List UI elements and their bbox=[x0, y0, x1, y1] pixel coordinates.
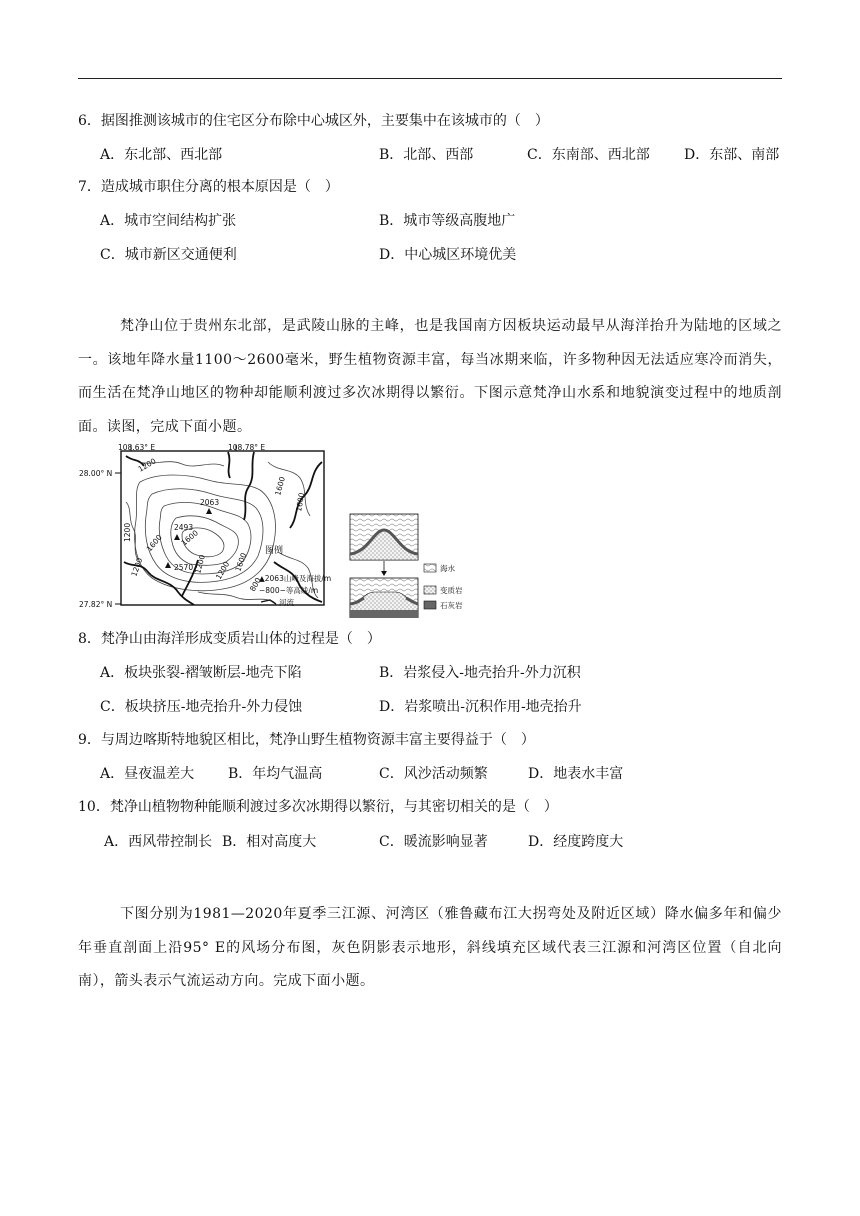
geologic-section-after bbox=[350, 578, 418, 618]
contour-label: 1600 bbox=[233, 551, 249, 573]
legend-river: 河流 bbox=[279, 598, 294, 607]
legend-contour: −800−等高线/m bbox=[259, 586, 319, 595]
q10-option-d: D．经度跨度大 bbox=[528, 834, 624, 850]
contour-label: 1200 bbox=[213, 559, 232, 581]
legend-swatch-metamorphic bbox=[424, 586, 436, 594]
contour-label: 1200 bbox=[123, 522, 132, 542]
contour-label: 1600 bbox=[273, 475, 287, 497]
process-arrow-head bbox=[381, 571, 387, 576]
contour-label: 1200 bbox=[136, 456, 158, 474]
question-7-stem: 7．造成城市职住分离的根本原因是（ ） bbox=[78, 179, 339, 195]
legend-limestone: 石灰岩 bbox=[440, 601, 463, 610]
contour-label: 1600 bbox=[294, 491, 307, 513]
contour-label: 800 bbox=[247, 576, 263, 593]
lon-left-label: 108.63° E bbox=[118, 443, 156, 452]
fanjingshan-figure bbox=[78, 442, 518, 618]
peak-label: 2570 bbox=[174, 563, 194, 572]
q9-option-d: D．地表水丰富 bbox=[528, 766, 624, 782]
q10-option-b: B．相对高度大 bbox=[222, 834, 317, 850]
question-6-stem: 6．据图推测该城市的住宅区分布除中心城区外，主要集中在该城市的（ ） bbox=[78, 113, 549, 129]
legend-swatch-sea bbox=[424, 564, 436, 572]
q8-option-c: C．板块挤压-地壳抬升-外力侵蚀 bbox=[100, 699, 303, 715]
q10-option-a: A．西风带控制长 bbox=[104, 834, 213, 850]
question-9-stem: 9．与周边喀斯特地貌区相比，梵净山野生植物资源丰富主要得益于（ ） bbox=[78, 732, 535, 748]
header-rule bbox=[78, 78, 782, 79]
q9-option-b: B．年均气温高 bbox=[228, 766, 323, 782]
geologic-section-before bbox=[350, 514, 418, 560]
peak-label: 2493 bbox=[174, 523, 194, 532]
contour-label: 1600 bbox=[144, 532, 164, 554]
passage-fanjingshan-text: 梵净山位于贵州东北部，是武陵山脉的主峰，也是我国南方因板块运动最早从海洋抬升为陆地的区域之一。该地年降水量1100～2600毫米，野生植物资源丰富，每当冰期来临，许多物种因无法适应寒冷而消失，而生活在梵净山地区的物种却能顺利渡过多次冰期得以繁衍。下图示意梵净山水系和地貌演变过程中的地质剖面。读图，完成下面小题。 bbox=[78, 318, 782, 435]
q6-option-b: B．北部、西部 bbox=[379, 147, 474, 163]
lat-top-label: 28.00° N bbox=[79, 469, 113, 478]
contour-label: 1200 bbox=[129, 556, 145, 578]
q6-option-a: A．东北部、西北部 bbox=[100, 147, 223, 163]
q7-option-a: A．城市空间结构扩张 bbox=[100, 213, 237, 229]
q7-option-d: D．中心城区环境优美 bbox=[379, 247, 517, 263]
legend-metamorphic: 变质岩 bbox=[440, 586, 463, 595]
question-8-stem: 8．梵净山由海洋形成变质岩山体的过程是（ ） bbox=[78, 631, 381, 647]
legend-sea: 海水 bbox=[440, 564, 455, 573]
q9-option-c: C．风沙活动频繁 bbox=[379, 766, 488, 782]
q8-option-b: B．岩浆侵入-地壳抬升-外力沉积 bbox=[379, 665, 581, 681]
figure-svg bbox=[78, 442, 518, 618]
legend-title: 图例 bbox=[265, 546, 284, 556]
q6-option-c: C．东南部、西北部 bbox=[527, 147, 650, 163]
contour-label: 1200 bbox=[193, 553, 207, 575]
q10-option-c: C．暖流影响显著 bbox=[379, 834, 488, 850]
peak-label: 2063 bbox=[200, 498, 220, 507]
contour-label: 1600 bbox=[179, 528, 200, 548]
section-legend bbox=[424, 563, 463, 610]
passage-sanjiangyuan bbox=[78, 898, 782, 999]
passage-sanjiangyuan-text: 下图分别为1981—2020年夏季三江源、河湾区（雅鲁藏布江大拐弯处及附近区域）降水偏多年和偏少年垂直剖面上沿95° E的风场分布图，灰色阴影表示地形，斜线填充区域代表三江源和河湾区位置（自北向南），箭头表示气流运动方向。完成下面小题。 bbox=[78, 906, 782, 989]
legend-swatch-limestone bbox=[424, 601, 436, 609]
q7-option-c: C．城市新区交通便利 bbox=[100, 247, 237, 263]
q9-option-a: A．昼夜温差大 bbox=[100, 766, 195, 782]
passage-fanjingshan bbox=[78, 310, 782, 444]
q6-option-d: D．东部、南部 bbox=[684, 147, 780, 163]
question-10-stem: 10．梵净山植物物种能顺利渡过多次冰期得以繁衍，与其密切相关的是（ ） bbox=[78, 799, 558, 815]
q8-option-a: A．板块张裂-褶皱断层-地壳下陷 bbox=[100, 665, 302, 681]
q7-option-b: B．城市等级高腹地广 bbox=[379, 213, 516, 229]
q8-option-d: D．岩浆喷出-沉积作用-地壳抬升 bbox=[379, 699, 582, 715]
lon-right-label: 108.78° E bbox=[228, 443, 266, 452]
lat-bottom-label: 27.82° N bbox=[79, 600, 113, 609]
legend-peak: ▲2063山峰及海拔/m bbox=[259, 574, 332, 583]
